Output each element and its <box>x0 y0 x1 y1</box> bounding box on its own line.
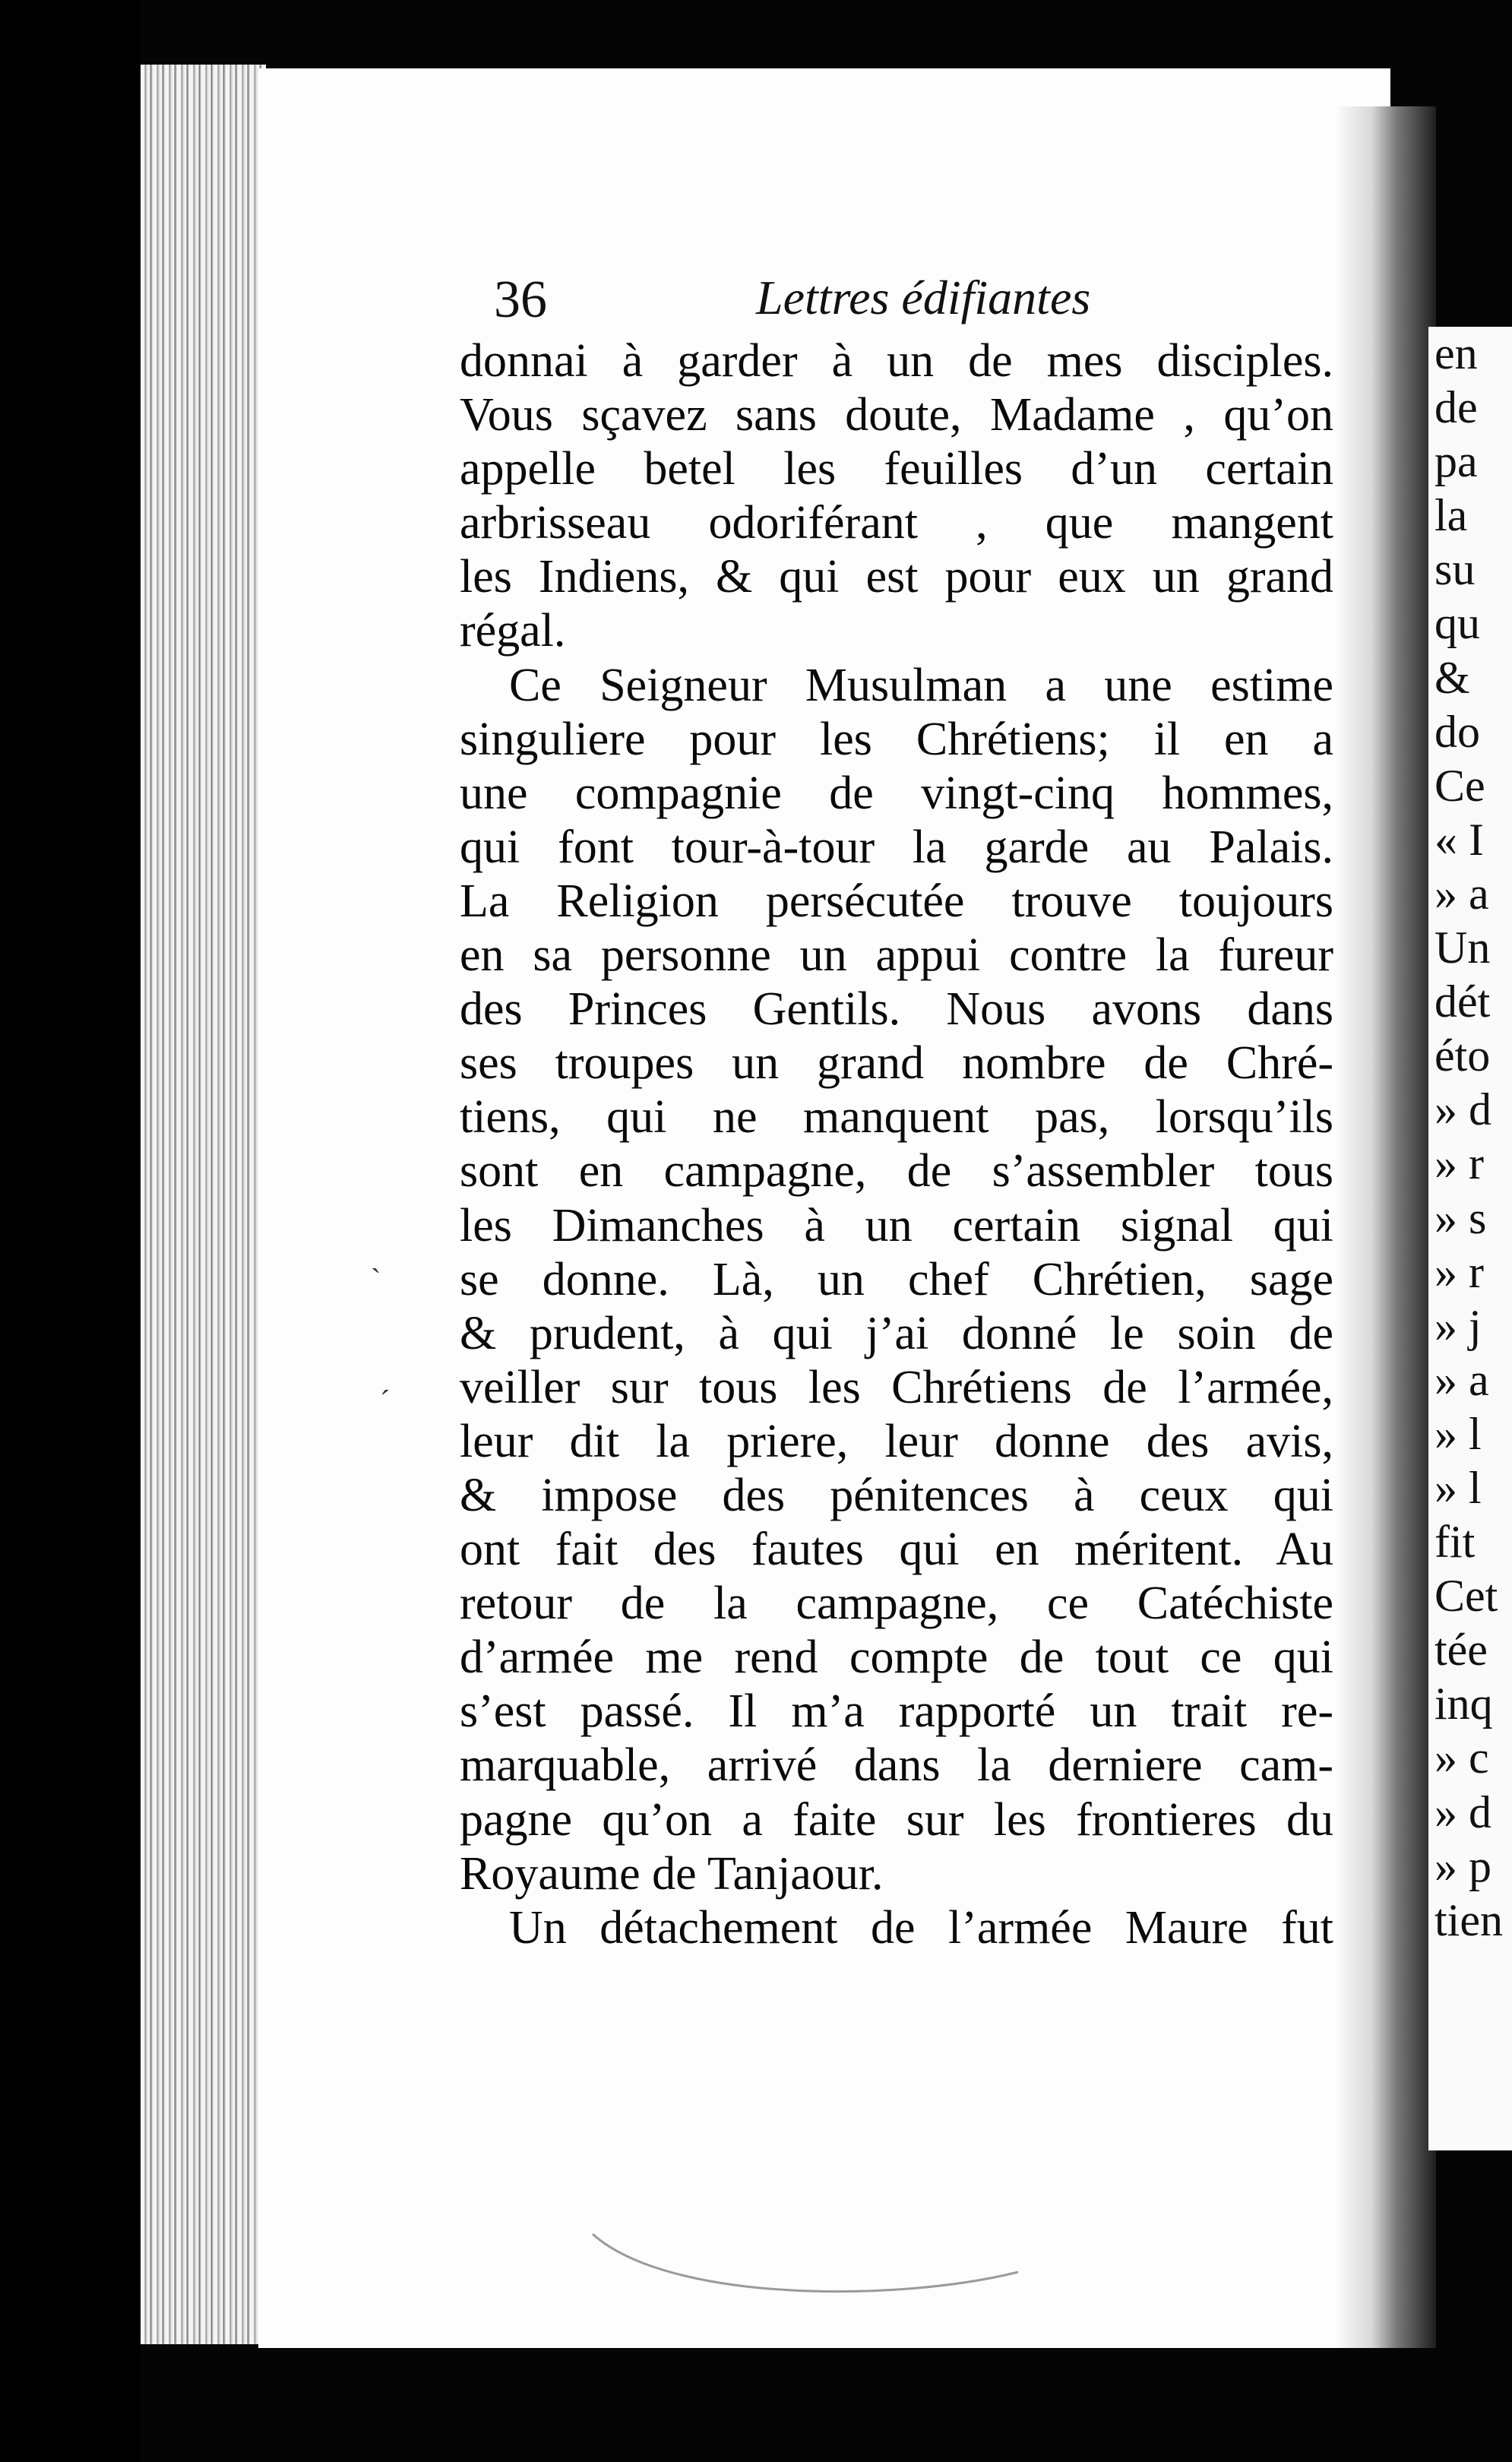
facing-page-fragment: & <box>1435 652 1470 703</box>
facing-page-fragment: pa <box>1435 436 1478 487</box>
body-text <box>460 334 1333 1955</box>
paragraph <box>460 659 1333 1901</box>
facing-page-fragment: tée <box>1435 1625 1488 1676</box>
facing-page-fragment: » r <box>1435 1138 1484 1189</box>
facing-page <box>1428 327 1512 2150</box>
text-line: marquable, arrivé dans la derniere cam- <box>460 1739 1333 1792</box>
running-title: Lettres édifiantes <box>756 271 1091 324</box>
facing-page-fragment: » p <box>1435 1840 1491 1891</box>
text-line: appelle betel les feuilles d’un certain <box>460 443 1333 495</box>
margin-mark: ˊ <box>380 1384 391 1418</box>
text-line: Ce Seigneur Musulman a une estime <box>509 659 1333 711</box>
text-line: les Dimanches à un certain signal qui <box>460 1199 1333 1252</box>
text-line: La Religion persécutée trouve toujours <box>460 875 1333 927</box>
text-line: donnai à garder à un de mes disciples. <box>460 335 1333 387</box>
facing-page-fragment: tien <box>1435 1894 1503 1945</box>
facing-page-fragment: » s <box>1435 1192 1487 1243</box>
facing-page-fragment: éto <box>1435 1030 1491 1081</box>
text-line: les Indiens, & qui est pour eux un grand <box>460 551 1333 603</box>
facing-page-fragment: en <box>1435 328 1478 378</box>
facing-page-fragment: qu <box>1435 598 1480 649</box>
text-line: d’armée me rend compte de tout ce qui <box>460 1631 1333 1684</box>
facing-page-fragment: inq <box>1435 1679 1493 1729</box>
facing-page-fragment: » a <box>1435 868 1489 919</box>
text-line: une compagnie de vingt-cinq hommes, <box>460 767 1333 819</box>
facing-page-fragment: dét <box>1435 976 1491 1027</box>
facing-page-fragment: de <box>1435 382 1478 433</box>
text-line: tiens, qui ne manquent pas, lorsqu’ils <box>460 1091 1333 1144</box>
text-line: leur dit la priere, leur donne des avis, <box>460 1415 1333 1467</box>
text-line: arbrisseau odoriférant , que mangent <box>460 497 1333 549</box>
facing-page-fragment: » r <box>1435 1246 1484 1297</box>
text-line: sont en campagne, de s’assembler tous <box>460 1145 1333 1198</box>
paragraph <box>460 334 1333 659</box>
margin-mark: ˋ <box>371 1262 381 1296</box>
facing-page-fragment: Un <box>1435 922 1491 973</box>
facing-page-fragment: » c <box>1435 1733 1489 1783</box>
facing-page-fragment: » d <box>1435 1084 1491 1135</box>
text-line: des Princes Gentils. Nous avons dans <box>460 983 1333 1036</box>
text-line: ont fait des fautes qui en méritent. Au <box>460 1524 1333 1576</box>
scan-background-left <box>0 0 141 2462</box>
text-line: Royaume de Tanjaour. <box>460 1847 884 1900</box>
text-line: & impose des pénitences à ceux qui <box>460 1469 1333 1521</box>
facing-page-fragment: fit <box>1435 1517 1476 1568</box>
thread-mark <box>577 2219 1033 2310</box>
facing-page-fragment: » j <box>1435 1300 1482 1351</box>
page-number: 36 <box>494 271 547 329</box>
text-line: qui font tour-à-tour la garde au Palais. <box>460 821 1333 873</box>
paragraph <box>460 1901 1333 1955</box>
text-line: & prudent, à qui j’ai donné le soin de <box>460 1307 1333 1359</box>
text-line: singuliere pour les Chrétiens; il en a <box>460 713 1333 765</box>
facing-page-fragment: » a <box>1435 1354 1489 1405</box>
facing-page-fragment: « I <box>1435 814 1484 865</box>
facing-page-fragment: la <box>1435 490 1468 541</box>
text-line: s’est passé. Il m’a rapporté un trait re- <box>460 1685 1333 1738</box>
facing-page-fragment: » d <box>1435 1786 1491 1837</box>
facing-page-fragment: » l <box>1435 1462 1482 1513</box>
facing-page-fragment: do <box>1435 706 1480 757</box>
facing-page-fragment: Ce <box>1435 760 1485 811</box>
text-line: Un détachement de l’armée Maure fut <box>509 1901 1333 1954</box>
text-line: en sa personne un appui contre la fureur <box>460 929 1333 982</box>
text-line: régal. <box>460 605 566 657</box>
page-edges <box>141 65 266 2344</box>
text-line: veiller sur tous les Chrétiens de l’armée, <box>460 1361 1333 1413</box>
text-line: retour de la campagne, ce Catéchiste <box>460 1578 1333 1630</box>
text-line: Vous sçavez sans doute, Madame , qu’on <box>460 389 1333 441</box>
running-head <box>494 270 1345 338</box>
text-line: ses troupes un grand nombre de Chré- <box>460 1037 1333 1090</box>
text-line: se donne. Là, un chef Chrétien, sage <box>460 1253 1333 1305</box>
text-line: pagne qu’on a faite sur les frontieres du <box>460 1793 1333 1846</box>
facing-page-fragment: » l <box>1435 1408 1482 1459</box>
facing-page-fragment: su <box>1435 544 1476 595</box>
book-gutter-shadow <box>1337 106 1436 2348</box>
facing-page-fragment: Cet <box>1435 1571 1498 1622</box>
